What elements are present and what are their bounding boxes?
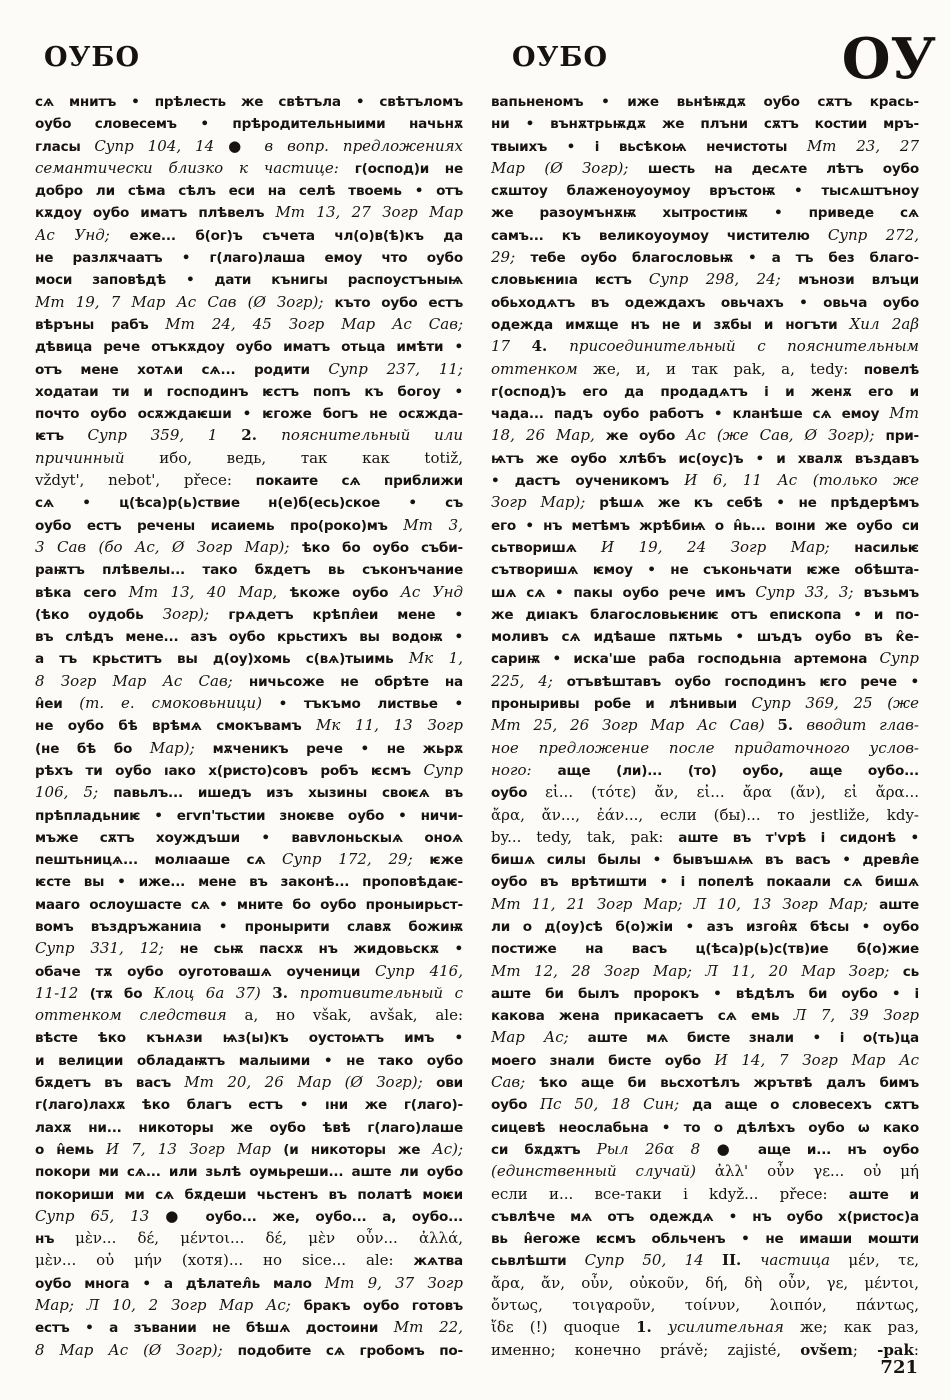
text-line: μὲν... οὐ μήν (хотя)... но sice... ale: жѧтва xyxy=(35,1251,463,1270)
text-line: • дастъ оученикомъ И 6, 11 Ас (только же xyxy=(491,471,919,490)
text-line: Мт 12, 28 Зогр Мар; Л 11, 20 Мар Зогр; сь xyxy=(491,961,919,980)
text-line: сѧ мнитъ • прѣлесть же свѣтъла • свѣтъломъ xyxy=(35,94,463,110)
text-line: рѣхъ ти оубо ıако х(ристо)совъ робъ ѥсмъ Супр xyxy=(35,760,463,779)
text-line: добро ли сѣма сѣлъ еси на селѣ твоемь • отъ xyxy=(35,183,463,200)
text-line: Супр 65, 13 ● оубо... же, оубо... а, оубо... xyxy=(35,1206,463,1225)
text-line: сариѭ • иска'ше раба господьнıа артемона Супр xyxy=(491,649,919,668)
text-line: ἴδε (!) quoque 1. усилительная же; как раз, xyxy=(491,1318,919,1337)
text-line: вапьненомъ • иже вьнѣѭдѫ оубо сѫтъ крась- xyxy=(491,94,919,110)
text-line: отъ мене хотѧи сѧ... родити Супр 237, 11; xyxy=(35,359,463,378)
text-line: гласы Супр 104, 14 ● в вопр. предложениях xyxy=(35,136,463,155)
text-line: Мт 25, 26 Зогр Мар Ас Сав) 5. вводит глав- xyxy=(491,716,919,735)
running-head-center: ОУБО xyxy=(512,42,609,73)
text-line: ного: аще (ли)... (то) оубо, аще оубо... xyxy=(491,760,919,779)
text-line: ли о д(оу)сѣ б(о)жіи • азъ изгон̂ѫ бѣсы • оубо xyxy=(491,918,919,935)
text-line: Мар; Л 10, 2 Зогр Мар Ас; бракъ оубо готовъ xyxy=(35,1296,463,1315)
text-line: бѫдетъ въ васъ Мт 20, 26 Мар (Ø Зогр); ови xyxy=(35,1073,463,1092)
text-line: семантически близко к частице: г(оспод)и не xyxy=(35,158,463,177)
text-line: причинный ибо, ведь, так как totiž, xyxy=(35,448,463,467)
text-line: оубо Пс 50, 18 Син; да аще о словесехъ сѫтъ xyxy=(491,1095,919,1114)
text-line: не оубо бѣ врѣмѧ смокъвамъ Мк 11, 13 Зогр xyxy=(35,716,463,735)
text-line: дѣвица рече отъкѫдоу оубо иматъ отьца имѣти • xyxy=(35,339,463,356)
text-line: (ѣко оудобь Зогр); грѧдетъ крѣпл̂еи мене • xyxy=(35,604,463,623)
text-line: ни • вънѫтрьѭдѫ же плъни сѫтъ костии мръ- xyxy=(491,116,919,133)
text-line: мъже сѫтъ хоуждъши • вавѵлоньскыѧ оноѧ xyxy=(35,829,463,846)
text-line: оттенком же, и, и так pak, a, tedy: повелѣ xyxy=(491,359,919,378)
text-line: вѣка сего Мт 13, 40 Мар, ѣкоже оубо Ас Унд xyxy=(35,582,463,601)
text-line: кѫдоу оубо иматъ плѣвелъ Мт 13, 27 Зогр Мар xyxy=(35,203,463,222)
text-line: самъ... къ великоуоумоу чистителю Супр 272, xyxy=(491,225,919,244)
text-line: оубо въ врѣтишти • і попелѣ покаали сѧ бишѧ xyxy=(491,874,919,891)
text-line: ѥсте вы • иже... мене въ законѣ... проповѣдаѥ- xyxy=(35,874,463,891)
text-line: сѧ • ц(ѣса)р(ь)ствие н(е)б(есь)ское • съ xyxy=(35,495,463,512)
text-line: н̂еи (т. е. смоковьници) • тъкъмо листвье • xyxy=(35,694,463,713)
text-line: моливъ сѧ идѣаше пѫтьмь • шъдъ оубо въ к̂е- xyxy=(491,629,919,646)
text-line: Супр 331, 12; не сьѭ пасхѫ нъ жидовьскѫ • xyxy=(35,939,463,958)
text-line: покориши ми сѧ бѫдеши чьстенъ въ полатѣ моѥи xyxy=(35,1186,463,1203)
text-line: ное предложение после придаточного услов- xyxy=(491,738,919,757)
right-column xyxy=(491,90,919,1366)
text-line: его • нъ метѣмъ жрѣбиѩ о н̂ь... воıни же оубо си xyxy=(491,517,919,534)
text-line: 8 Зогр Мар Ас Сав; ничьсоже не обрѣте на xyxy=(35,671,463,690)
text-line: мааго ослоушасте сѧ • мните бо оубо проныирьст- xyxy=(35,896,463,913)
text-line: оттенком следствия а, но však, avšak, ale: xyxy=(35,1006,463,1025)
text-line: Мт 19, 7 Мар Ас Сав (Ø Зогр); къто оубо естъ xyxy=(35,292,463,311)
text-line: Мар Ас; аште мѧ бисте знали • і о(ть)ца xyxy=(491,1028,919,1047)
text-line: же диıакъ благословьѥниѥ отъ епископа • и по- xyxy=(491,606,919,623)
running-head-left: ОУБО xyxy=(44,42,141,73)
text-line: оубо εἰ... (τότε) ἄν, εἰ... ἄρα (ἄν), εἰ ἄρα... xyxy=(491,783,919,802)
text-line: съвлѣче мѧ отъ одеждѧ • нъ оубо х(ристос)а xyxy=(491,1208,919,1225)
text-line: Сав; ѣко аще би вьсхотѣлъ жрътвѣ далъ бимъ xyxy=(491,1073,919,1092)
text-columns xyxy=(35,90,919,1366)
text-line: ἄρα, ἄν, οὖν, οὐκοῦν, δή, δὴ οὖν, γε, μέντοι, xyxy=(491,1273,919,1292)
text-line: аште би былъ пророкъ • вѣдѣлъ би оубо • і xyxy=(491,985,919,1002)
text-line: прѣпладьниѥ • егѵп'тьстии зноѥве оубо • ничи- xyxy=(35,807,463,824)
text-line: какова жена прикасаетъ сѧ емь Л 7, 39 Зогр xyxy=(491,1006,919,1025)
text-line: (единственный случай) ἀλλ' οὖν γε... οὐ μή xyxy=(491,1162,919,1181)
text-line: обьходѧтъ въ одеждахъ овьчахъ • овьча оубо xyxy=(491,294,919,311)
text-line: 11-12 (тѫ бо Клоц 6а 37) 3. противительный с xyxy=(35,983,463,1002)
text-line: въ слѣдъ мене... азъ оубо крьстихъ вы водоѭ • xyxy=(35,629,463,646)
text-line: раѭтъ плѣвелы... тако бѫдетъ вь съконъчание xyxy=(35,562,463,579)
text-line: сътворишѧ ѥмоу • не съконьчати ѥже обѣшта- xyxy=(491,562,919,579)
text-line: твыихъ • і вьсѣкоѩ нечистоты Мт 23, 27 xyxy=(491,136,919,155)
text-line: ἄρα, ἄν..., ἐάν..., если (бы)... то jestliže, kdy- xyxy=(491,805,919,824)
text-line: 106, 5; павьлъ... ишедъ изъ хызины своѥѧ въ xyxy=(35,783,463,802)
text-line: именно; конечно právě; zajisté, ovšem; -pak: xyxy=(491,1340,919,1359)
text-line: моси заповѣдѣ • дати кънигы распоустъныѩ xyxy=(35,272,463,289)
text-line: же разоумънѫѭ хытростиѭ • приведе сѧ xyxy=(491,205,919,222)
text-line: а тъ крьститъ вы д(оу)хомь с(вѧ)тыимь Мк 1, xyxy=(35,649,463,668)
text-line: вѣсте ѣко кънѧзи ѩз(ы)къ оустоѩтъ имъ • xyxy=(35,1030,463,1047)
text-line: Зогр Мар); рѣшѧ же къ себѣ • не прѣдерѣмъ xyxy=(491,493,919,512)
text-line: шѧ сѧ • пакы оубо рече имъ Супр 33, 3; възьмъ xyxy=(491,582,919,601)
text-line: си бѫдѫтъ Рыл 26α 8 ● аще и... нъ оубо xyxy=(491,1139,919,1158)
text-line: вѣръны рабъ Мт 24, 45 Зогр Мар Ас Сав; xyxy=(35,314,463,333)
text-line: оубо многа • а дѣлател̂ь мало Мт 9, 37 Зогр xyxy=(35,1273,463,1292)
text-line: vždyt', nebot', přece: покаите сѧ приближи xyxy=(35,471,463,490)
text-line: проныривы робе и лѣнивыи Супр 369, 25 (же xyxy=(491,694,919,713)
text-line: вомъ въздръжаниıа • пронырити славѫ божиѭ xyxy=(35,918,463,935)
text-line: если и... все-таки i když... přece: аште и xyxy=(491,1184,919,1203)
text-line: бишѧ силы былы • бывъшѧѩ въ васъ • древл̂е xyxy=(491,852,919,869)
text-line: сьвлѣшти Супр 50, 14 II. частица μέν, τε, xyxy=(491,1251,919,1270)
text-line: ходатаи ти и господинъ ѥстъ попъ къ богоу • xyxy=(35,383,463,400)
text-line: 29; тебе оубо благословьѭ • а тъ без благо- xyxy=(491,248,919,267)
text-line: by... tedy, tak, pak: аште въ т'ѵрѣ і сидонѣ • xyxy=(491,827,919,846)
text-line: 18, 26 Мар, же оубо Ас (же Сав, Ø Зогр); при- xyxy=(491,426,919,445)
text-line: одежда имѫще нъ не и зѫбы и ногъти Хил 2аβ xyxy=(491,314,919,333)
text-line: сѫштоу блаженоуоумоу връстоѭ • тысѧштъноу xyxy=(491,183,919,200)
text-line: 225, 4; отъвѣштавъ оубо господинъ ѥго рече • xyxy=(491,671,919,690)
text-line: о н̂емь И 7, 13 Зогр Мар (и никоторы же Ас); xyxy=(35,1139,463,1158)
left-column xyxy=(35,90,463,1366)
text-line: словьѥниıа ѥстъ Супр 298, 24; мънози влъци xyxy=(491,270,919,289)
text-line: лахѫ ни... никоторы же оубо ѣвѣ г(лаго)лаше xyxy=(35,1119,463,1136)
text-line: обаче тѫ оубо оуготовашѧ оученици Супр 416, xyxy=(35,961,463,980)
text-line: оубо естъ речены исаиемь про(роко)мъ Мт 3, xyxy=(35,515,463,534)
text-line: не разлѫчаатъ • г(лаго)лаша емоу что оубо xyxy=(35,250,463,267)
text-line: ѥтъ Супр 359, 1 2. пояснительный или xyxy=(35,426,463,445)
text-line: 8 Мар Ас (Ø Зогр); подобите сѧ гробомъ по- xyxy=(35,1340,463,1359)
text-line: сьтворишѧ И 19, 24 Зогр Мар; насильѥ xyxy=(491,537,919,556)
section-letter: ОУ xyxy=(841,26,936,92)
text-line: 3 Сав (бо Ас, Ø Зогр Мар); ѣко бо оубо съби- xyxy=(35,537,463,556)
text-line: оубо словесемъ • прѣродительныими начьнѫ xyxy=(35,116,463,133)
text-line: чада... падъ оубо работъ • кланѣше сѧ емоу Мт xyxy=(491,404,919,423)
text-line: г(оспод)ъ его да продадѧтъ і и женѫ его и xyxy=(491,383,919,400)
text-line: (не бѣ бо Мар); мѫченикъ рече • не жьрѫ xyxy=(35,738,463,757)
text-line: пештьницѧ... молıааше сѧ Супр 172, 29; ѥже xyxy=(35,850,463,869)
text-line: г(лаго)лахѫ ѣко благъ естъ • ıни же г(лаго)- xyxy=(35,1097,463,1114)
text-line: покори ми сѧ... или зьлѣ оумьреши... аште ли оубо xyxy=(35,1164,463,1181)
text-line: 17 4. присоединительный с пояснительным xyxy=(491,337,919,356)
text-line: естъ • а зъвании не бѣшѧ достоини Мт 22, xyxy=(35,1318,463,1337)
text-line: Мт 11, 21 Зогр Мар; Л 10, 13 Зогр Мар; аште xyxy=(491,894,919,913)
running-heads xyxy=(0,26,950,96)
text-line: Ас Унд; еже... б(ог)ъ съчета чл(о)в(ѣ)къ да xyxy=(35,225,463,244)
text-line: моего знали бисте оубо И 14, 7 Зогр Мар Ас xyxy=(491,1050,919,1069)
text-line: Мар (Ø Зогр); шесть на десѧте лѣтъ оубо xyxy=(491,158,919,177)
text-line: постиже на васъ ц(ѣса)р(ь)с(тв)ие б(о)жие xyxy=(491,941,919,958)
text-line: ѩтъ же оубо хлѣбъ ис(оус)ъ • и хвалѫ въздавъ xyxy=(491,450,919,467)
text-line: почто оубо осѫждаѥши • ѥгоже богъ не осѫжда- xyxy=(35,406,463,423)
text-line: вь н̂егоже ѥсмъ обльченъ • не имаши мошти xyxy=(491,1231,919,1248)
text-line: сицевѣ неослабьна • то о дѣлѣхъ оубо ѡ како xyxy=(491,1119,919,1136)
page-number: 721 xyxy=(880,1357,918,1378)
text-line: нъ μὲν... δέ, μέντοι... δέ, μὲν οὖν... ἀλλά, xyxy=(35,1229,463,1248)
text-line: ὄντως, τοιγαροῦν, τοίνυν, λοιπόν, πάντως, xyxy=(491,1296,919,1315)
text-line: и велиции обладаѭтъ малыими • не тако оубо xyxy=(35,1052,463,1069)
